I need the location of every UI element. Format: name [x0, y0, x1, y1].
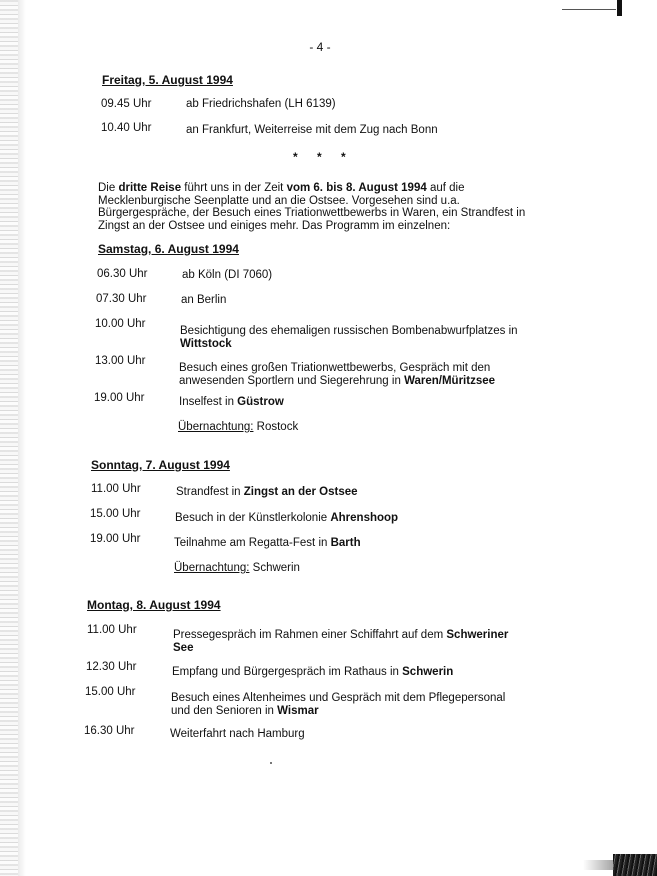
entry-line: Strandfest in — [176, 486, 244, 498]
entry-line: Pressegespräch im Rahmen einer Schiffahrt auf dem — [173, 629, 447, 641]
intro-line-1 — [98, 182, 528, 195]
entry-text: ab Köln (DI 7060) — [182, 269, 273, 281]
intro-text: auf die — [426, 182, 465, 194]
entry-time: 11.00 Uhr — [91, 483, 141, 495]
entry-text — [179, 396, 284, 409]
entry-time: 10.40 Uhr — [101, 122, 152, 134]
scan-shadow-bottom-right — [583, 860, 613, 870]
intro-bold: vom 6. bis 8. August 1994 — [286, 182, 427, 194]
entry-text — [175, 512, 398, 525]
intro-text: Die — [98, 182, 119, 194]
overnight-stay — [174, 562, 300, 575]
scan-mark-bottom-right — [613, 854, 657, 876]
entry-time: 16.30 Uhr — [84, 725, 135, 737]
page-number: - 4 - — [309, 40, 331, 54]
entry-place: Ahrenshoop — [330, 512, 399, 524]
entry-line: und den Senioren in — [171, 705, 278, 717]
scan-speck — [270, 762, 272, 764]
day-heading-monday: Montag, 8. August 1994 — [87, 598, 221, 612]
entry-text — [180, 325, 518, 351]
entry-place: Barth — [330, 537, 361, 549]
entry-place: Güstrow — [237, 396, 284, 408]
entry-text — [174, 537, 361, 550]
day-heading-saturday: Samstag, 6. August 1994 — [98, 242, 239, 256]
entry-text — [172, 666, 453, 679]
entry-place: See — [173, 642, 194, 654]
entry-place: Zingst an der Ostsee — [243, 486, 358, 498]
entry-line: anwesenden Sportlern und Siegerehrung in — [179, 375, 405, 387]
entry-line: Besuch eines großen Triationwettbewerbs, Gespräch mit den — [179, 362, 491, 374]
entry-line: Besichtigung des ehemaligen russischen Bombenabwurfplatzes in — [180, 325, 518, 337]
intro-bold: dritte Reise — [118, 182, 182, 194]
entry-time: 11.00 Uhr — [87, 624, 137, 636]
intro-paragraph — [98, 182, 528, 232]
entry-line: Teilnahme am Regatta-Fest in — [174, 537, 331, 549]
overnight-label: Übernachtung: — [174, 562, 250, 574]
entry-time: 12.30 Uhr — [86, 661, 137, 673]
entry-place: Schweriner — [446, 629, 509, 641]
entry-place: Wittstock — [180, 338, 232, 350]
scan-shadow-left — [18, 0, 26, 876]
section-separator: * * * — [293, 150, 354, 164]
entry-time: 13.00 Uhr — [95, 355, 146, 367]
entry-time: 15.00 Uhr — [85, 686, 136, 698]
entry-time: 09.45 Uhr — [101, 98, 152, 110]
overnight-label: Übernachtung: — [178, 421, 254, 433]
entry-text: ab Friedrichshafen (LH 6139) — [186, 98, 336, 110]
entry-text — [179, 362, 495, 388]
entry-line: Empfang und Bürgergespräch im Rathaus in — [172, 666, 403, 678]
entry-text: Weiterfahrt nach Hamburg — [170, 728, 305, 740]
overnight-place: Schwerin — [249, 562, 300, 574]
entry-time: 15.00 Uhr — [90, 508, 141, 520]
day-heading-friday: Freitag, 5. August 1994 — [102, 73, 233, 87]
entry-line: Besuch eines Altenheimes und Gespräch mit dem Pflegepersonal — [171, 692, 506, 704]
intro-text: führt uns in der Zeit — [181, 182, 287, 194]
entry-place: Wismar — [277, 705, 319, 717]
day-heading-sunday: Sonntag, 7. August 1994 — [91, 458, 230, 472]
scan-mark-top-right-line — [562, 9, 616, 10]
entry-time: 06.30 Uhr — [97, 268, 148, 280]
entry-line: Inselfest in — [179, 396, 238, 408]
entry-time: 10.00 Uhr — [95, 318, 146, 330]
intro-line-2: Mecklenburgische Seenplatte und an die Ostsee. Vorgesehen sind u.a. — [98, 194, 460, 207]
entry-time: 19.00 Uhr — [94, 392, 145, 404]
intro-line-4: Zingst an der Ostsee und einiges mehr. Das Programm im einzelnen: — [98, 219, 451, 232]
entry-text — [176, 486, 358, 499]
entry-time: 07.30 Uhr — [96, 293, 147, 305]
overnight-stay — [178, 421, 298, 434]
entry-text — [171, 692, 505, 718]
scan-edge-left — [0, 0, 18, 876]
entry-line: Besuch in der Künstlerkolonie — [175, 512, 331, 524]
intro-line-3: Bürgergespräche, der Besuch eines Triationwettbewerbs in Waren, ein Strandfest in — [98, 207, 526, 219]
entry-text — [173, 629, 508, 655]
scan-mark-top-right — [617, 0, 622, 16]
entry-text: an Berlin — [181, 294, 227, 306]
entry-text: an Frankfurt, Weiterreise mit dem Zug nach Bonn — [186, 124, 438, 136]
entry-place: Schwerin — [402, 666, 454, 678]
entry-time: 19.00 Uhr — [90, 533, 141, 545]
entry-place: Waren/Müritzsee — [404, 375, 496, 387]
overnight-place: Rostock — [253, 421, 299, 433]
